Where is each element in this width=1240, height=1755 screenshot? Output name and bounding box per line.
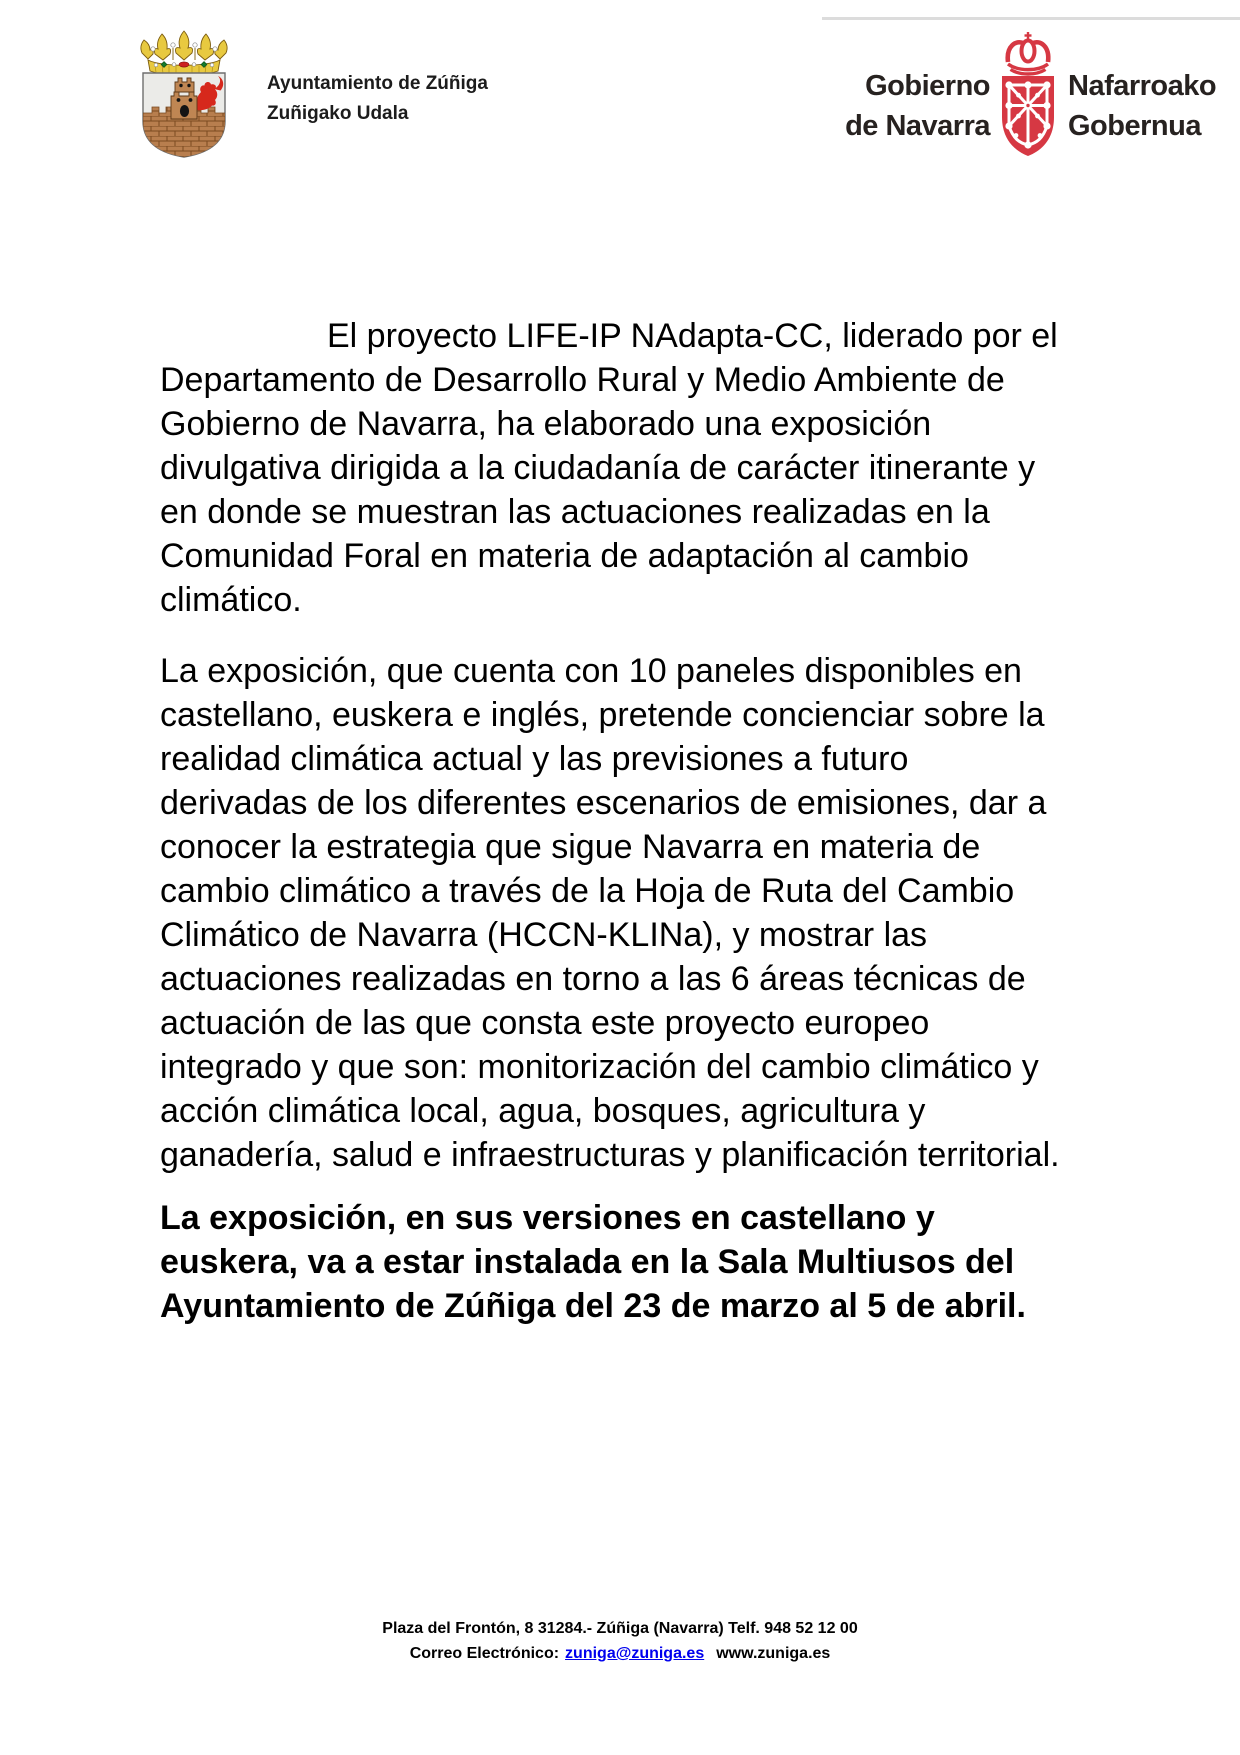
government-eu-line1: Nafarroako	[1068, 70, 1217, 102]
text-line: integrado y que son: monitorización del cambio climático y	[160, 1048, 1039, 1086]
text-line: actuaciones realizadas en torno a las 6 áreas técnicas de	[160, 960, 1026, 998]
municipality-name-es: Ayuntamiento de Zúñiga	[267, 73, 488, 94]
text-line: climático.	[160, 581, 302, 619]
paragraph-project-intro	[160, 314, 1080, 622]
footer-email-label: Correo Electrónico:	[409, 1645, 560, 1662]
government-name-basque	[1068, 66, 1216, 146]
text-line: divulgativa dirigida a la ciudadanía de carácter itinerante y	[160, 449, 1036, 487]
text-line: en donde se muestran las actuaciones realizadas en la	[160, 493, 990, 531]
text-line: El proyecto LIFE-IP NAdapta-CC, liderado por el	[327, 317, 1058, 355]
text-line: La exposición, en sus versiones en castellano y	[160, 1199, 935, 1237]
government-name-spanish	[845, 66, 990, 146]
municipality-name-eu: Zuñigako Udala	[267, 103, 409, 124]
paragraph-exhibition-dates	[160, 1196, 1080, 1328]
government-es-line1: Gobierno	[865, 70, 990, 102]
government-es-line2: de Navarra	[845, 110, 990, 142]
footer-website: www.zuniga.es	[716, 1645, 831, 1662]
text-line: acción climática local, agua, bosques, agricultura y	[160, 1092, 926, 1130]
text-line: euskera, va a estar instalada en la Sala Multiusos del	[160, 1243, 1015, 1281]
document-body	[160, 314, 1080, 1328]
text-line: ganadería, salud e infraestructuras y planificación territorial.	[160, 1136, 1060, 1174]
text-line: castellano, euskera e inglés, pretende concienciar sobre la	[160, 696, 1045, 734]
text-line: actuación de las que consta este proyecto europeo	[160, 1004, 930, 1042]
header-divider-rule	[822, 17, 1240, 20]
paragraph-exhibition-description	[160, 649, 1080, 1177]
text-line: cambio climático a través de la Hoja de Ruta del Cambio	[160, 872, 1015, 910]
text-line: La exposición, que cuenta con 10 paneles disponibles en	[160, 652, 1022, 690]
text-line: realidad climática actual y las previsiones a futuro	[160, 740, 909, 778]
text-line: Departamento de Desarrollo Rural y Medio Ambiente de	[160, 361, 1005, 399]
footer-contact-line	[0, 1641, 1240, 1666]
municipality-name	[267, 69, 488, 129]
text-line: derivadas de los diferentes escenarios de emisiones, dar a	[160, 784, 1047, 822]
zuniga-coat-of-arms-icon	[131, 26, 231, 161]
text-line: Comunidad Foral en materia de adaptación al cambio	[160, 537, 969, 575]
government-eu-line2: Gobernua	[1068, 110, 1201, 142]
navarra-chains-emblem-icon	[1000, 32, 1056, 160]
footer-email-link[interactable]: zuniga@zuniga.es	[565, 1645, 705, 1662]
footer-address-line: Plaza del Frontón, 8 31284.- Zúñiga (Navarra) Telf. 948 52 12 00	[382, 1620, 858, 1637]
text-line: Gobierno de Navarra, ha elaborado una exposición	[160, 405, 932, 443]
text-line: Ayuntamiento de Zúñiga del 23 de marzo al 5 de abril.	[160, 1287, 1026, 1325]
text-line: conocer la estrategia que sigue Navarra en materia de	[160, 828, 981, 866]
text-line: Climático de Navarra (HCCN-KLINa), y mostrar las	[160, 916, 928, 954]
document-footer	[0, 1616, 1240, 1666]
